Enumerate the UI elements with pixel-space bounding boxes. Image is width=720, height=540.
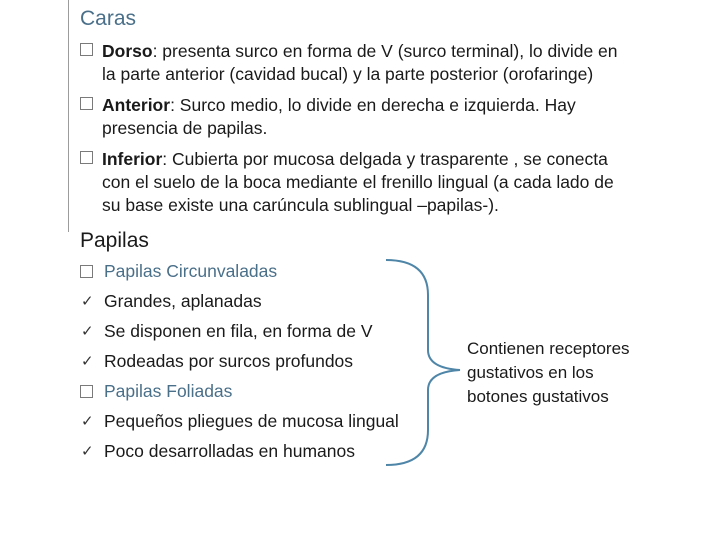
checkmark-icon: ✓	[81, 293, 94, 310]
curly-brace-connector	[380, 255, 470, 470]
caras-item-dorso	[80, 40, 700, 86]
inferior-line1: : Cubierta por mucosa delgada y trasparente , se conecta	[162, 149, 608, 169]
square-bullet-icon	[80, 385, 93, 398]
papilas-item	[80, 260, 277, 283]
papilas-item-text: Papilas Circunvaladas	[104, 261, 278, 281]
section-heading-papilas: Papilas	[80, 229, 149, 252]
section-heading-caras: Caras	[80, 7, 137, 30]
callout-line2: gustativos en los	[467, 363, 594, 382]
anterior-line2: presencia de papilas.	[102, 118, 268, 138]
dorso-line2: la parte anterior (cavidad bucal) y la parte posterior (orofaringe)	[102, 64, 594, 84]
anterior-line1: : Surco medio, lo divide en derecha e izquierda. Hay	[170, 95, 576, 115]
callout-line1: Contienen receptores	[467, 339, 630, 358]
checkmark-icon: ✓	[81, 323, 94, 340]
papilas-item-text: Rodeadas por surcos profundos	[104, 351, 354, 371]
papilas-item	[80, 290, 262, 313]
checkmark-icon: ✓	[81, 353, 94, 370]
papilas-item	[80, 410, 399, 433]
term-inferior: Inferior	[102, 149, 163, 169]
callout-line3: botones gustativos	[467, 387, 609, 406]
left-rule-divider	[68, 0, 69, 232]
square-bullet-icon	[80, 265, 93, 278]
inferior-line3: su base existe una carúncula sublingual –papilas-).	[102, 195, 499, 215]
caras-item-inferior	[80, 148, 700, 217]
square-bullet-icon	[80, 43, 93, 56]
square-bullet-icon	[80, 151, 93, 164]
papilas-item-text: Pequeños pliegues de mucosa lingual	[104, 411, 399, 431]
square-bullet-icon	[80, 97, 93, 110]
papilas-item-text: Se disponen en fila, en forma de V	[104, 321, 373, 341]
papilas-item	[80, 350, 353, 373]
checkmark-icon: ✓	[81, 413, 94, 430]
receptores-callout	[467, 337, 707, 409]
papilas-item-text: Grandes, aplanadas	[104, 291, 262, 311]
inferior-line2: con el suelo de la boca mediante el frenillo lingual (a cada lado de	[102, 172, 614, 192]
papilas-item	[80, 380, 232, 403]
papilas-item	[80, 320, 373, 343]
checkmark-icon: ✓	[81, 443, 94, 460]
term-anterior: Anterior	[102, 95, 171, 115]
caras-item-anterior	[80, 94, 700, 140]
papilas-item	[80, 440, 355, 463]
papilas-item-text: Poco desarrolladas en humanos	[104, 441, 355, 461]
dorso-line1: : presenta surco en forma de V (surco terminal), lo divide en	[152, 41, 618, 61]
papilas-item-text: Papilas Foliadas	[104, 381, 233, 401]
term-dorso: Dorso	[102, 41, 153, 61]
